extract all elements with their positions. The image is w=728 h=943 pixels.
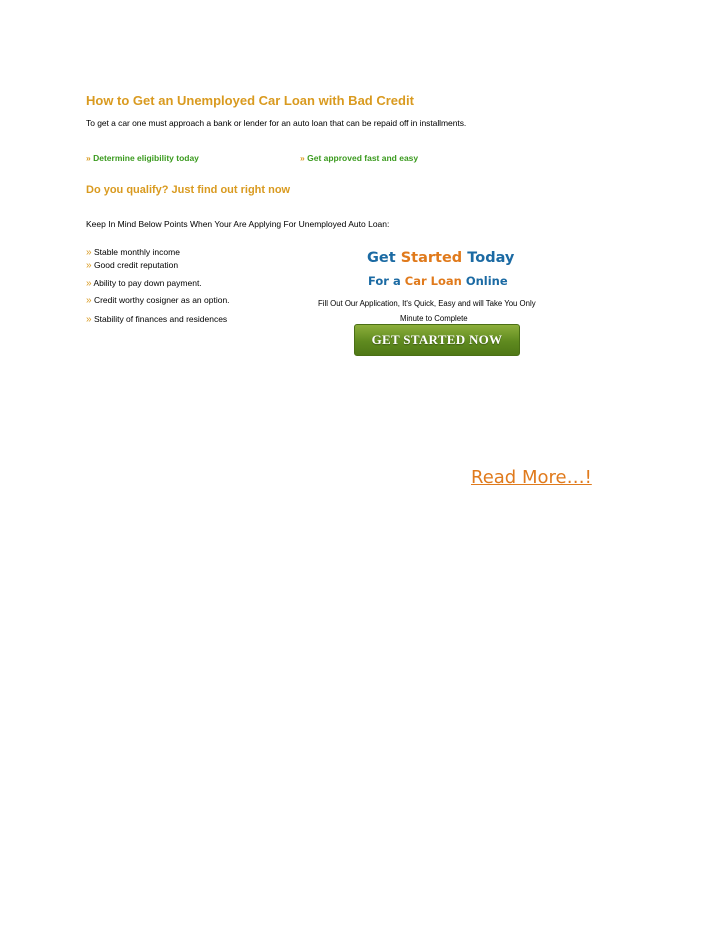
- list-item: [86, 278, 202, 289]
- list-item-label: Stability of finances and residences: [93, 314, 228, 324]
- highlight-label: Determine eligibility today: [93, 153, 199, 163]
- read-more-link[interactable]: Read More…!: [471, 467, 592, 488]
- list-item-label: Credit worthy cosigner as an option.: [93, 295, 230, 305]
- promo-subheadline: [368, 274, 508, 288]
- highlight-item: [86, 153, 199, 163]
- promo-started: Started: [400, 250, 463, 266]
- promo-headline: [367, 250, 514, 266]
- highlight-item: [300, 153, 418, 163]
- list-item: [86, 314, 227, 325]
- promo-get: Get: [367, 250, 396, 266]
- raquo-icon: »: [300, 153, 305, 163]
- list-item-label: Good credit reputation: [93, 260, 179, 270]
- promo-today: Today: [467, 250, 515, 266]
- raquo-icon: »: [86, 247, 92, 258]
- raquo-icon: »: [86, 260, 92, 271]
- keep-in-mind-text: Keep In Mind Below Points When Your Are Applying For Unemployed Auto Loan:: [86, 219, 390, 229]
- promo-description-line2: Minute to Complete: [400, 314, 468, 323]
- qualify-heading: Do you qualify? Just find out right now: [86, 184, 291, 196]
- list-item-label: Stable monthly income: [93, 247, 180, 257]
- article-title: How to Get an Unemployed Car Loan with Bad Credit: [86, 93, 414, 108]
- list-item: [86, 247, 180, 258]
- list-item: [86, 260, 178, 271]
- raquo-icon: »: [86, 153, 91, 163]
- promo-online: Online: [465, 274, 508, 288]
- raquo-icon: »: [86, 278, 92, 289]
- highlight-label: Get approved fast and easy: [307, 153, 419, 163]
- list-item: [86, 295, 230, 306]
- raquo-icon: »: [86, 314, 92, 325]
- promo-car-loan: Car Loan: [404, 274, 462, 288]
- list-item-label: Ability to pay down payment.: [93, 278, 202, 288]
- raquo-icon: »: [86, 295, 92, 306]
- promo-description-line1: Fill Out Our Application, It's Quick, Easy and will Take You Only: [318, 299, 536, 308]
- article-intro: To get a car one must approach a bank or lender for an auto loan that can be repaid off in installments.: [86, 118, 467, 128]
- get-started-button[interactable]: GET STARTED NOW: [354, 324, 520, 356]
- promo-for-a: For a: [368, 274, 401, 288]
